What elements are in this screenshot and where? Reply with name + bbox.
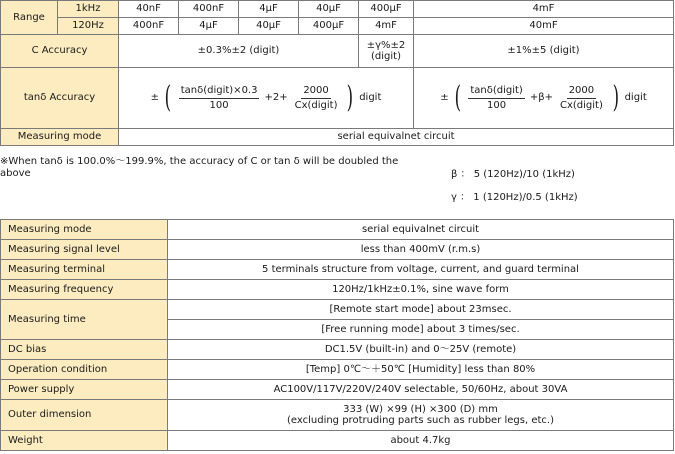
spec-label-terminal: Measuring terminal xyxy=(1,260,168,280)
spec-label-power: Power supply xyxy=(1,380,168,400)
spec-label-operation: Operation condition xyxy=(1,360,168,380)
spec-value-power: AC100V/117V/220V/240V selectable, 50/60Hz, about 30VA xyxy=(168,380,674,400)
spec-label-signal: Measuring signal level xyxy=(1,240,168,260)
tan-formula-left xyxy=(119,68,414,129)
formula2-denominator: 100 xyxy=(487,99,507,111)
spec-label-weight: Weight xyxy=(1,431,168,451)
table-row xyxy=(1,240,674,260)
spec-value-dimension-1: 333 (W) ×99 (H) ×300 (D) mm xyxy=(343,404,498,415)
formula2-numerator: tanδ(digit) xyxy=(468,85,524,99)
table-row xyxy=(1,280,674,300)
table-row xyxy=(1,260,674,280)
formula1-plus2: +2+ xyxy=(264,92,288,103)
formula2-fraction xyxy=(468,85,524,112)
formula1-denominator2: Cx(digit) xyxy=(294,99,338,111)
formula1-unit: digit xyxy=(359,92,382,103)
c-accuracy-label: C Accuracy xyxy=(1,35,119,68)
spec-value-weight: about 4.7kg xyxy=(168,431,674,451)
spec-label-mode: Measuring mode xyxy=(1,220,168,240)
range-1k-0: 40nF xyxy=(119,1,179,18)
range-120-4: 4mF xyxy=(359,18,414,35)
spec-value-dimension-2: (excluding protruding parts such as rubber legs, etc.) xyxy=(286,415,554,426)
freq-120: 120Hz xyxy=(58,18,119,35)
formula2-open-paren: ( xyxy=(454,80,461,115)
beta-note: β ： 5 (120Hz)/10 (1kHz) xyxy=(451,169,575,180)
spec-table xyxy=(0,219,674,451)
formula1-fraction xyxy=(179,85,260,112)
spec-label-dcbias: DC bias xyxy=(1,340,168,360)
formula1-open-paren: ( xyxy=(164,80,172,115)
range-120-0: 400nF xyxy=(119,18,179,35)
formula2-close-paren: ) xyxy=(612,80,619,115)
spec-value-signal: less than 400mV (r.m.s) xyxy=(168,240,674,260)
spec-label-time: Measuring time xyxy=(1,300,168,340)
range-label: Range xyxy=(1,1,58,35)
table-row xyxy=(1,400,674,431)
spec-value-dcbias: DC1.5V (built-in) and 0～25V (remote) xyxy=(168,340,674,360)
spec-value-operation: [Temp] 0℃～＋50℃ [Humidity] less than 80% xyxy=(168,360,674,380)
formula1-pm: ± xyxy=(150,92,159,103)
spec-value-terminal: 5 terminals structure from voltage, current, and guard terminal xyxy=(168,260,674,280)
spec-label-frequency: Measuring frequency xyxy=(1,280,168,300)
formula1-numerator2: 2000 xyxy=(301,85,330,99)
c-accuracy-mid xyxy=(359,35,414,68)
formula1-denominator: 100 xyxy=(209,99,229,111)
range-120-2: 40μF xyxy=(239,18,299,35)
table-row xyxy=(1,431,674,451)
tan-note xyxy=(0,156,420,180)
accuracy-table xyxy=(0,0,674,146)
range-1k-1: 400nF xyxy=(179,1,239,18)
range-40mf: 40mF xyxy=(414,18,674,35)
formula1-close-paren: ) xyxy=(347,80,354,115)
mode-value: serial equivalnet circuit xyxy=(119,129,674,146)
formula1-fraction2 xyxy=(293,85,340,112)
formula2-numerator2: 2000 xyxy=(567,85,596,99)
formula2-unit: digit xyxy=(624,92,647,103)
range-1k-2: 4μF xyxy=(239,1,299,18)
c-accuracy-main: ±0.3%±2 (digit) xyxy=(119,35,359,68)
gamma-note: γ ： 1 (120Hz)/0.5 (1kHz) xyxy=(451,192,578,203)
range-120-1: 4μF xyxy=(179,18,239,35)
spec-value-mode: serial equivalnet circuit xyxy=(168,220,674,240)
formula2-denominator2: Cx(digit) xyxy=(559,99,603,111)
formula2-fraction2 xyxy=(558,85,605,112)
range-4mf: 4mF xyxy=(414,1,674,18)
range-120-3: 400μF xyxy=(299,18,359,35)
formula2-plus-beta: +β+ xyxy=(529,92,553,103)
formula2-pm: ± xyxy=(440,92,449,103)
table-row xyxy=(1,360,674,380)
spec-label-dimension: Outer dimension xyxy=(1,400,168,431)
spec-value-time-1: [Remote start mode] about 23msec. xyxy=(168,300,674,320)
formula1-numerator: tanδ(digit)×0.3 xyxy=(179,85,260,99)
table-row xyxy=(1,300,674,320)
spec-value-time-2: [Free running mode] about 3 times/sec. xyxy=(168,320,674,340)
mode-label: Measuring mode xyxy=(1,129,119,146)
table-row xyxy=(1,340,674,360)
tan-note-line1: ※When tanδ is 100.0%～199.9%, the accuracy of C or tan δ will be doubled the xyxy=(0,156,399,167)
spec-value-dimension xyxy=(168,400,674,431)
range-1k-4: 400μF xyxy=(359,1,414,18)
range-1k-3: 40μF xyxy=(299,1,359,18)
tan-formula-right xyxy=(414,68,674,129)
table-row xyxy=(1,380,674,400)
c-accuracy-right: ±1%±5 (digit) xyxy=(414,35,674,68)
freq-1k: 1kHz xyxy=(58,1,119,18)
tan-note-line2: above xyxy=(0,168,31,179)
c-accuracy-mid-line1: ±γ%±2 xyxy=(366,40,406,51)
tan-accuracy-label: tanδ Accuracy xyxy=(1,68,119,129)
table-row xyxy=(1,220,674,240)
spec-value-frequency: 120Hz/1kHz±0.1%, sine wave form xyxy=(168,280,674,300)
c-accuracy-mid-line2: (digit) xyxy=(371,51,401,62)
